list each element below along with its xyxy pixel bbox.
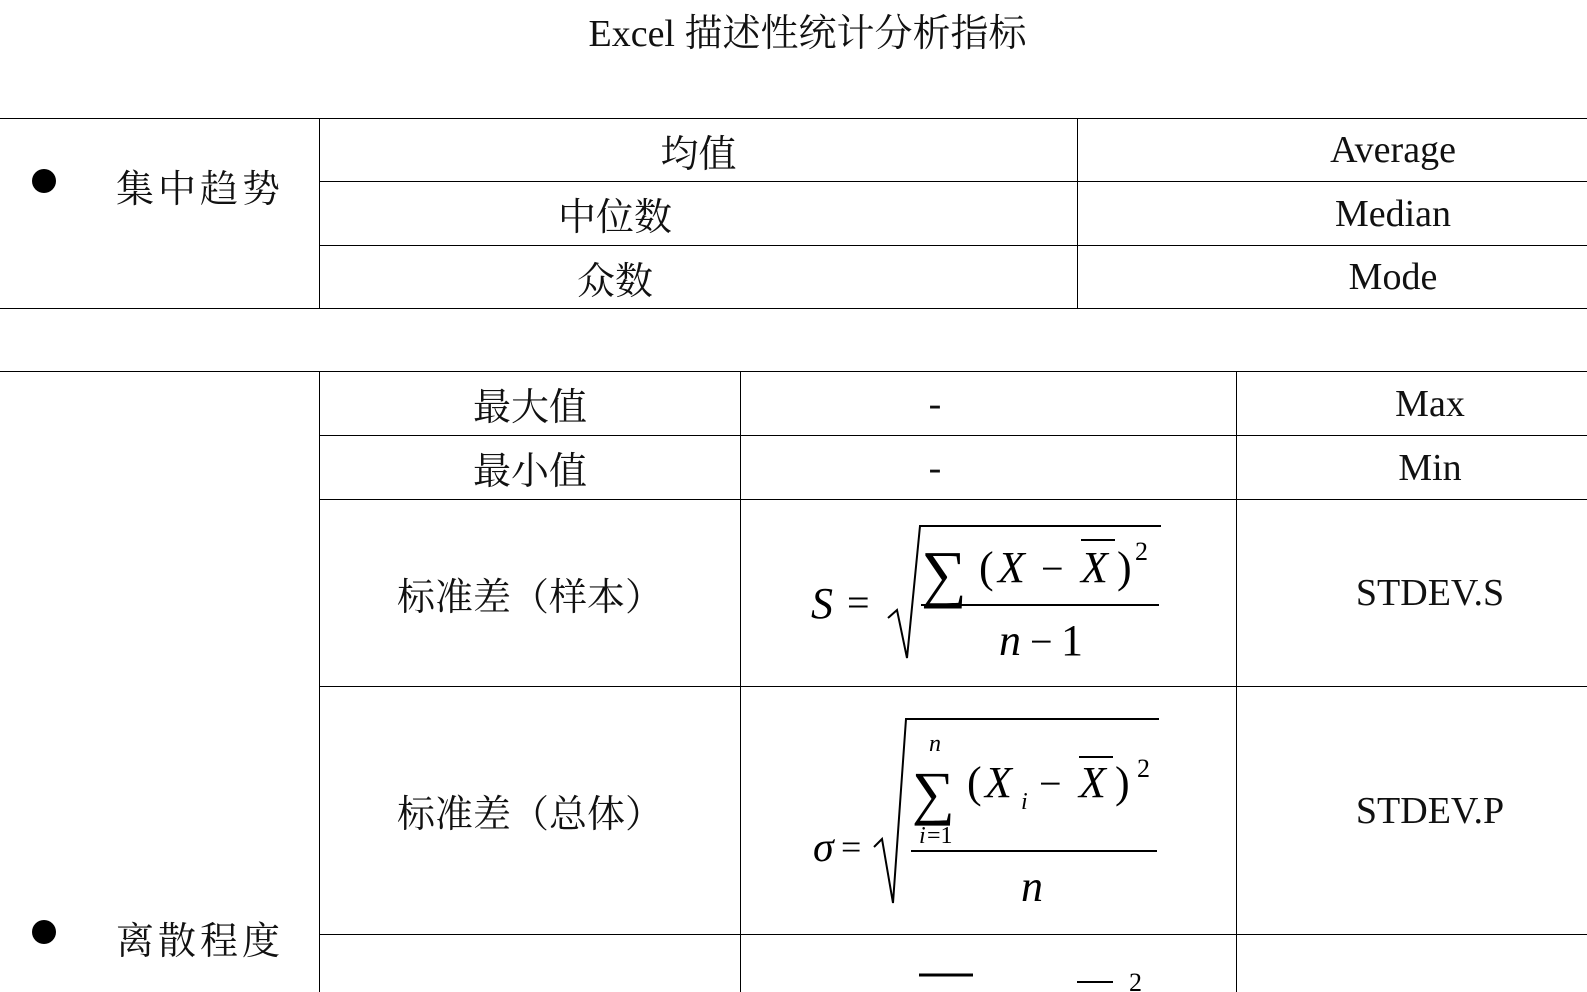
formula-next-row-partial bbox=[741, 935, 1236, 992]
excel-function-stdev-s: STDEV.S bbox=[1355, 572, 1505, 614]
excel-function-median: Median bbox=[1334, 192, 1452, 235]
category-label-dispersion: 离散程度 bbox=[116, 919, 285, 963]
metric-name-median: 中位数 bbox=[557, 195, 672, 239]
svg-text:2: 2 bbox=[1129, 968, 1142, 992]
svg-text:2: 2 bbox=[1135, 537, 1148, 566]
excel-function-mode: Mode bbox=[1348, 256, 1438, 298]
metric-name-max: 最大值 bbox=[472, 385, 587, 429]
formula-stdev-sample bbox=[741, 500, 1236, 686]
svg-text:−: − bbox=[1039, 761, 1062, 806]
svg-text:n: n bbox=[999, 616, 1021, 665]
excel-function-min: Min bbox=[1398, 446, 1462, 489]
svg-text:X: X bbox=[985, 758, 1012, 807]
excel-function-average: Average bbox=[1330, 129, 1456, 171]
svg-text:X: X bbox=[1079, 758, 1106, 807]
svg-text:i: i bbox=[1021, 789, 1028, 815]
category-label-central: 集中趋势 bbox=[116, 167, 285, 211]
svg-text:2: 2 bbox=[1137, 754, 1150, 783]
svg-text:X: X bbox=[998, 543, 1025, 592]
page-title: Excel 描述性统计分析指标 bbox=[588, 13, 1027, 55]
metric-name-mode: 众数 bbox=[576, 258, 653, 303]
bullet-icon bbox=[32, 920, 56, 944]
svg-text:): ) bbox=[1115, 758, 1130, 807]
svg-text:−: − bbox=[1030, 619, 1053, 664]
svg-text:n: n bbox=[1021, 862, 1043, 911]
svg-text:(: ( bbox=[967, 758, 982, 807]
svg-text:−: − bbox=[1041, 546, 1064, 591]
metric-name-average: 均值 bbox=[660, 131, 737, 176]
svg-text:(: ( bbox=[979, 543, 994, 592]
svg-text:): ) bbox=[1117, 543, 1132, 592]
metric-name-min: 最小值 bbox=[472, 449, 587, 493]
bullet-icon bbox=[32, 169, 56, 193]
excel-function-stdev-p: STDEV.P bbox=[1355, 789, 1505, 832]
formula-stdev-population bbox=[741, 687, 1236, 934]
svg-text:i: i bbox=[919, 823, 926, 849]
formula-lhs: S bbox=[811, 579, 833, 628]
excel-function-max: Max bbox=[1395, 382, 1465, 425]
table-rule bbox=[0, 308, 1587, 309]
svg-text:=1: =1 bbox=[927, 823, 953, 849]
formula-max: - bbox=[928, 382, 942, 425]
svg-text:=: = bbox=[841, 827, 862, 867]
metric-name-stdev-sample: 标准差（样本） bbox=[396, 574, 663, 619]
svg-text:n: n bbox=[929, 731, 941, 757]
svg-text:X: X bbox=[1081, 543, 1108, 592]
svg-text:=: = bbox=[847, 580, 870, 625]
formula-min: - bbox=[928, 446, 942, 489]
svg-text:∑: ∑ bbox=[912, 760, 955, 826]
formula-lhs: σ bbox=[813, 825, 834, 871]
metric-name-stdev-population: 标准差（总体） bbox=[396, 792, 663, 836]
svg-text:1: 1 bbox=[1061, 616, 1083, 665]
svg-text:∑: ∑ bbox=[921, 538, 967, 609]
